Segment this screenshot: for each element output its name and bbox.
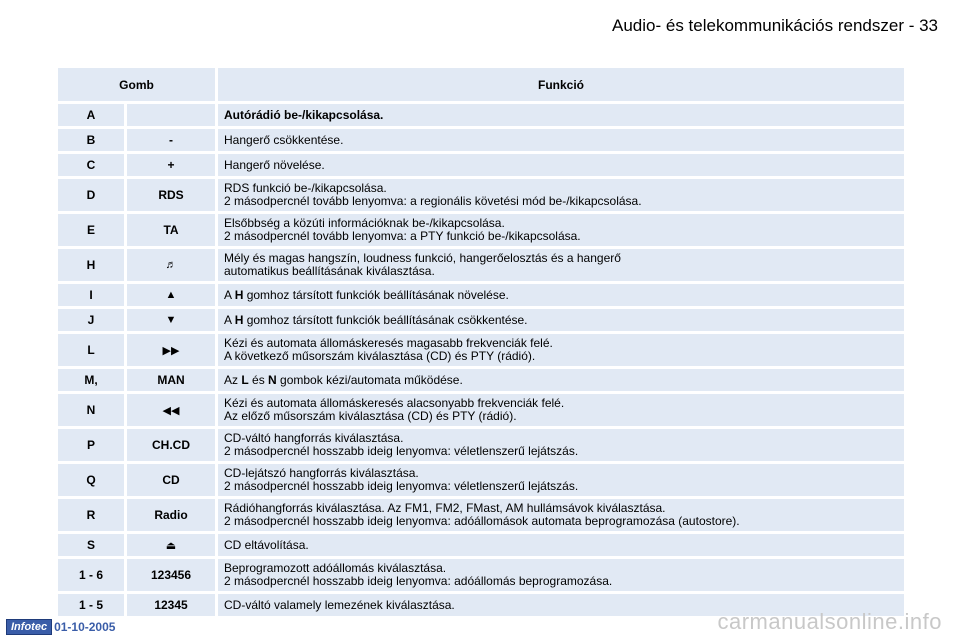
function-line: Elsőbbség a közúti információknak be-/kikapcsolása. <box>224 216 505 230</box>
row-key: R <box>58 499 124 531</box>
row-button-label: 123456 <box>127 559 215 591</box>
table-row <box>58 534 904 556</box>
function-text: gombok kézi/automata működése. <box>276 372 463 387</box>
row-key: B <box>58 129 124 151</box>
button-ref: L <box>241 372 249 387</box>
row-key: 1 - 5 <box>58 594 124 616</box>
row-function <box>218 429 904 461</box>
function-text: gomhoz társított funkciók beállításának csökkentése. <box>243 312 528 327</box>
function-text: A <box>224 287 235 302</box>
table-row <box>58 464 904 496</box>
row-button-label: ♬ <box>127 249 215 281</box>
row-button-label: 12345 <box>127 594 215 616</box>
row-function <box>218 249 904 281</box>
header-function: Funkció <box>218 68 904 101</box>
function-line: Hangerő csökkentése. <box>224 132 344 147</box>
table-row <box>58 129 904 151</box>
function-line: A következő műsorszám kiválasztása (CD) és PTY (rádió). <box>224 349 536 363</box>
row-function <box>218 369 904 391</box>
row-button-label: CD <box>127 464 215 496</box>
row-button-label: MAN <box>127 369 215 391</box>
function-line: 2 másodpercnél tovább lenyomva: a regionális követési mód be-/kikapcsolása. <box>224 194 642 208</box>
function-line: Autórádió be-/kikapcsolása. <box>224 107 384 122</box>
row-button-label: - <box>127 129 215 151</box>
function-line: CD-váltó valamely lemezének kiválasztása. <box>224 597 455 612</box>
table-row <box>58 179 904 211</box>
table-header <box>58 68 904 101</box>
function-line: 2 másodpercnél hosszabb ideig lenyomva: adóállomás beprogramozása. <box>224 574 613 588</box>
function-line: RDS funkció be-/kikapcsolása. <box>224 181 387 195</box>
row-button-label: + <box>127 154 215 176</box>
row-function <box>218 284 904 306</box>
table-row <box>58 499 904 531</box>
row-button-label: TA <box>127 214 215 246</box>
header-button: Gomb <box>58 68 215 101</box>
row-button-label: CH.CD <box>127 429 215 461</box>
function-text: A <box>224 312 235 327</box>
row-key: D <box>58 179 124 211</box>
row-key: Q <box>58 464 124 496</box>
row-function <box>218 559 904 591</box>
row-function <box>218 129 904 151</box>
row-key: N <box>58 394 124 426</box>
row-button-label: ◀◀ <box>127 394 215 426</box>
row-function <box>218 334 904 366</box>
function-line: CD-lejátszó hangforrás kiválasztása. <box>224 466 419 480</box>
function-line: Az előző műsorszám kiválasztása (CD) és PTY (rádió). <box>224 409 517 423</box>
row-button-label <box>127 104 215 126</box>
table-row <box>58 214 904 246</box>
table-row <box>58 369 904 391</box>
button-ref: H <box>234 287 244 302</box>
footer <box>6 620 115 634</box>
function-line: 2 másodpercnél tovább lenyomva: a PTY funkció be-/kikapcsolása. <box>224 229 581 243</box>
footer-date: 01-10-2005 <box>54 620 116 634</box>
button-function-table <box>58 68 904 619</box>
row-button-label: ▶▶ <box>127 334 215 366</box>
row-function <box>218 179 904 211</box>
button-ref: N <box>268 372 277 387</box>
row-key: H <box>58 249 124 281</box>
row-key: A <box>58 104 124 126</box>
function-line: automatikus beállításának kiválasztása. <box>224 264 435 278</box>
row-key: S <box>58 534 124 556</box>
row-key: M, <box>58 369 124 391</box>
table-row <box>58 154 904 176</box>
table-row <box>58 249 904 281</box>
function-line: Mély és magas hangszín, loudness funkció, hangerőelosztás és a hangerő <box>224 251 621 265</box>
table-row <box>58 559 904 591</box>
function-line: Kézi és automata állomáskeresés alacsonyabb frekvenciák felé. <box>224 396 565 410</box>
row-function <box>218 309 904 331</box>
table-row <box>58 284 904 306</box>
function-line <box>224 289 509 302</box>
row-key: 1 - 6 <box>58 559 124 591</box>
row-key: I <box>58 284 124 306</box>
function-text: gomhoz társított funkciók beállításának növelése. <box>243 287 509 302</box>
row-key: E <box>58 214 124 246</box>
function-line: Kézi és automata állomáskeresés magasabb frekvenciák felé. <box>224 336 553 350</box>
function-line: CD-váltó hangforrás kiválasztása. <box>224 431 404 445</box>
row-key: L <box>58 334 124 366</box>
function-line: Rádióhangforrás kiválasztása. Az FM1, FM2, FMast, AM hullámsávok kiválasztása. <box>224 501 666 515</box>
row-function <box>218 499 904 531</box>
row-function <box>218 104 904 126</box>
function-text: és <box>248 372 269 387</box>
row-function <box>218 534 904 556</box>
row-button-label: ▼ <box>127 309 215 331</box>
function-text: Az <box>224 372 242 387</box>
row-function <box>218 464 904 496</box>
row-function <box>218 394 904 426</box>
row-function <box>218 154 904 176</box>
row-function <box>218 214 904 246</box>
function-line: 2 másodpercnél hosszabb ideig lenyomva: adóállomások automata beprogramozása (autostore). <box>224 514 740 528</box>
table-row <box>58 104 904 126</box>
row-button-label: ▲ <box>127 284 215 306</box>
row-button-label: ⏏ <box>127 534 215 556</box>
table-row <box>58 334 904 366</box>
watermark: carmanualsonline.info <box>717 609 942 634</box>
function-line: Beprogramozott adóállomás kiválasztása. <box>224 561 447 575</box>
infotec-logo: Infotec <box>6 619 52 635</box>
table-row <box>58 309 904 331</box>
row-key: P <box>58 429 124 461</box>
row-key: C <box>58 154 124 176</box>
function-line: 2 másodpercnél hosszabb ideig lenyomva: véletlenszerű lejátszás. <box>224 479 579 493</box>
function-line: Hangerő növelése. <box>224 157 325 172</box>
table-row <box>58 429 904 461</box>
row-button-label: Radio <box>127 499 215 531</box>
function-line <box>224 314 528 327</box>
page-title: Audio- és telekommunikációs rendszer - 33 <box>612 16 938 35</box>
button-ref: H <box>234 312 244 327</box>
function-line: 2 másodpercnél hosszabb ideig lenyomva: véletlenszerű lejátszás. <box>224 444 579 458</box>
function-line: CD eltávolítása. <box>224 537 309 552</box>
table-row <box>58 394 904 426</box>
function-line <box>224 374 463 387</box>
row-button-label: RDS <box>127 179 215 211</box>
row-key: J <box>58 309 124 331</box>
